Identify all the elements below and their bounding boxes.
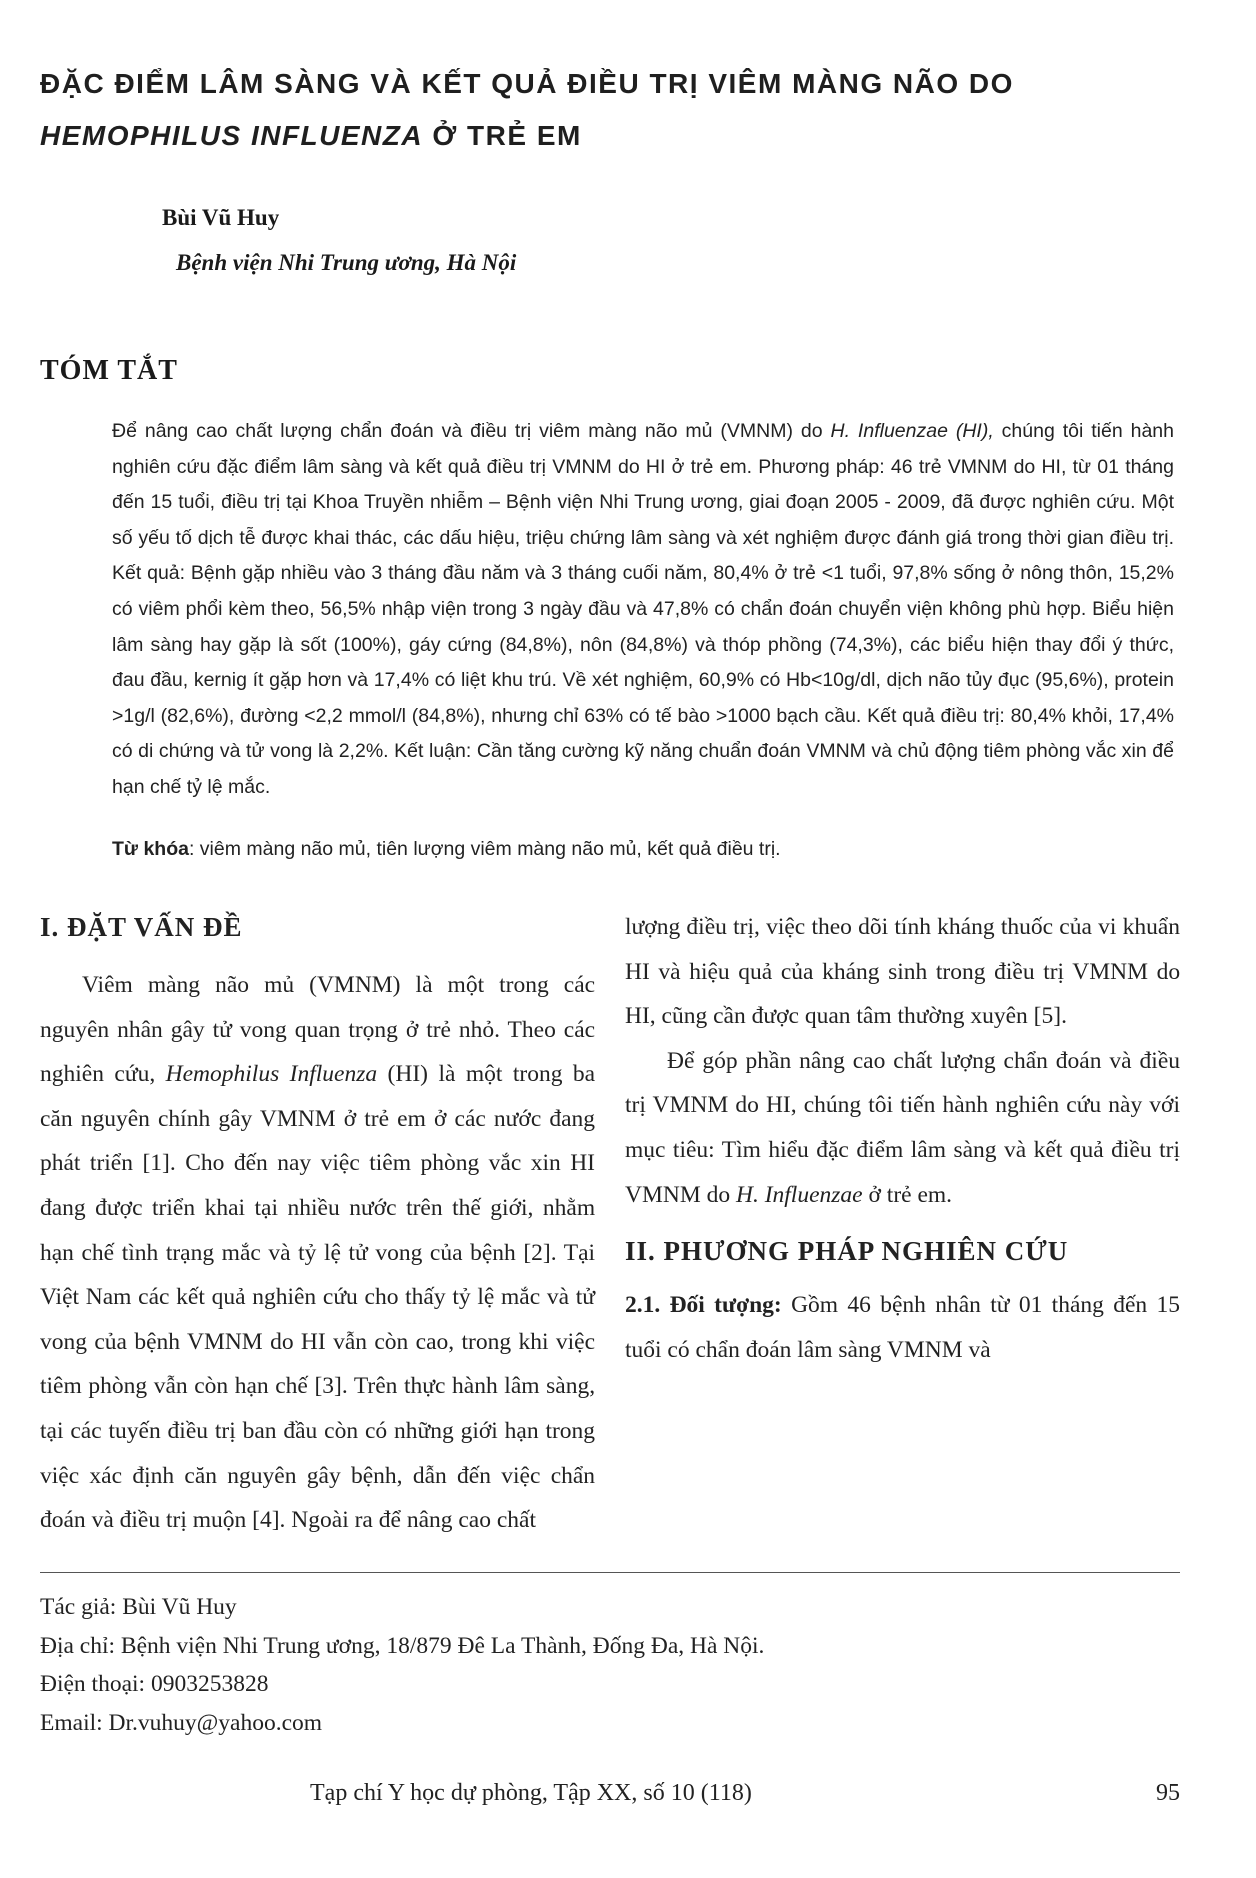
methods-subjects-text: Gồm 46 bệnh nhân từ 01 tháng đến 15 tuổi có chẩn đoán lâm sàng VMNM và (625, 1292, 1180, 1363)
intro-paragraph-1-continued: lượng điều trị, việc theo dõi tính kháng thuốc của vi khuẩn HI và hiệu quả của kháng sinh trong điều trị VMNM do HI, cũng cần được quan tâm thường xuyên [5]. (625, 914, 1181, 1030)
intro-italic-organism: Hemophilus Influenza (165, 1061, 378, 1088)
footnote-phone: Điện thoại: 0903253828 (40, 1671, 269, 1697)
intro-p2-text-a: Để góp phần nâng cao chất lượng chẩn đoán và điều trị VMNM do HI, chúng tôi tiến hành nghiên cứu này với mục tiêu: Tìm hiểu đặc điểm lâm sàng và kết quả điều trị VMNM do (625, 1047, 1180, 1208)
title-italic-organism: HEMOPHILUS INFLUENZA (40, 120, 424, 151)
abstract-heading: TÓM TẮT (40, 355, 178, 386)
abstract-text-1: Để nâng cao chất lượng chẩn đoán và điều trị viêm màng não mủ (VMNM) do (112, 420, 831, 442)
keywords-list: : viêm màng não mủ, tiên lượng viêm màng não mủ, kết quả điều trị. (188, 838, 781, 860)
page-number: 95 (1156, 1780, 1180, 1806)
body-column-left (40, 905, 595, 1543)
footnote-divider (40, 1572, 1180, 1573)
title-line-1: ĐẶC ĐIỂM LÂM SÀNG VÀ KẾT QUẢ ĐIỀU TRỊ VIÊM MÀNG NÃO DO (40, 68, 1014, 99)
article-title (40, 58, 1220, 162)
author-affiliation: Bệnh viện Nhi Trung ương, Hà Nội (176, 250, 517, 275)
methods-subjects-paragraph (625, 1283, 1180, 1372)
title-line-2 (40, 110, 1220, 162)
section-heading-methods: II. PHƯƠNG PHÁP NGHIÊN CỨU (625, 1236, 1069, 1267)
abstract-body (112, 414, 1174, 806)
author-name: Bùi Vũ Huy (162, 205, 280, 230)
keywords (112, 832, 1174, 866)
abstract-italic-organism: H. Influenzae (HI), (830, 420, 994, 442)
body-column-right (625, 905, 1180, 1372)
journal-citation: Tạp chí Y học dự phòng, Tập XX, số 10 (118) (310, 1780, 752, 1806)
footnote-address: Địa chỉ: Bệnh viện Nhi Trung ương, 18/879 Đê La Thành, Đống Đa, Hà Nội. (40, 1632, 765, 1659)
page-footer (40, 1780, 1180, 1820)
author-footnote (40, 1588, 764, 1742)
footnote-email: Email: Dr.vuhuy@yahoo.com (40, 1709, 323, 1736)
footnote-author: Tác giả: Bùi Vũ Huy (40, 1594, 237, 1620)
methods-subjects-label: 2.1. Đối tượng: (625, 1292, 782, 1319)
intro-paragraph-2 (625, 1039, 1180, 1217)
keywords-label: Từ khóa (112, 838, 189, 860)
section-heading-introduction: I. ĐẶT VẤN ĐỀ (40, 912, 243, 942)
intro-p2-text-b: ở trẻ em. (862, 1181, 953, 1208)
intro-paragraph-1: Viêm màng não mủ (VMNM) là một trong các nguyên nhân gây tử vong quan trọng ở trẻ nhỏ. Theo các nghiên cứu, Hemophilus Influenza (HI) là một trong ba căn nguyên chính gây VMNM ở trẻ em ở các nước đang phát triển [1]. Cho đến nay việc tiêm phòng vắc xin HI đang được triển khai tại nhiều nước trên thế giới, nhằm hạn chế tình trạng mắc và tỷ lệ tử vong của bệnh [2]. Tại Việt Nam các kết quả nghiên cứu cho thấy tỷ lệ mắc và tử vong của bệnh VMNM do HI vẫn còn cao, trong khi việc tiêm phòng vẫn còn hạn chế [3]. Trên thực hành lâm sàng, tại các tuyến điều trị ban đầu còn có những giới hạn trong việc xác định căn nguyên gây bệnh, dẫn đến việc chẩn đoán và điều trị muộn [4]. Ngoài ra để nâng cao chất (40, 972, 596, 1534)
intro-p2-italic: H. Influenzae (735, 1181, 863, 1208)
abstract-text-2: chúng tôi tiến hành nghiên cứu đặc điểm lâm sàng và kết quả điều trị VMNM do HI ở trẻ em. Phương pháp: 46 trẻ VMNM do HI, từ 01 tháng đến 15 tuổi, điều trị tại Khoa Truyền nhiễm – Bệnh viện Nhi Trung ương, giai đoạn 2005 - 2009, đã được nghiên cứu. Một số yếu tố dịch tễ được khai thác, các dấu hiệu, triệu chứng lâm sàng và xét nghiệm được đánh giá trong thời gian điều trị. Kết quả: Bệnh gặp nhiều vào 3 tháng đầu năm và 3 tháng cuối năm, 80,4% ở trẻ <1 tuổi, 97,8% sống ở nông thôn, 15,2% có viêm phổi kèm theo, 56,5% nhập viện trong 3 ngày đầu và 47,8% có chẩn đoán chuyển viện không phù hợp. Biểu hiện lâm sàng hay gặp là sốt (100%), gáy cứng (84,8%), nôn (84,8%) và thóp phồng (74,3%), các biểu hiện thay đổi ý thức, đau đầu, kernig ít gặp hơn và 17,4% có liệt khu trú. Về xét nghiệm, 60,9% có Hb<10g/dl, dịch não tủy đục (95,6%), protein >1g/l (82,6%), đường <2,2 mmol/l (84,8%), nhưng chỉ 63% có tế bào >1000 bạch cầu. Kết quả điều trị: 80,4% khỏi, 17,4% có di chứng và tử vong là 2,2%. Kết luận: Cần tăng cường kỹ năng chuẩn đoán VMNM và chủ động tiêm phòng vắc xin để hạn chế tỷ lệ mắc. (112, 420, 1174, 798)
title-line-2-rest: Ở TRẺ EM (423, 120, 582, 151)
